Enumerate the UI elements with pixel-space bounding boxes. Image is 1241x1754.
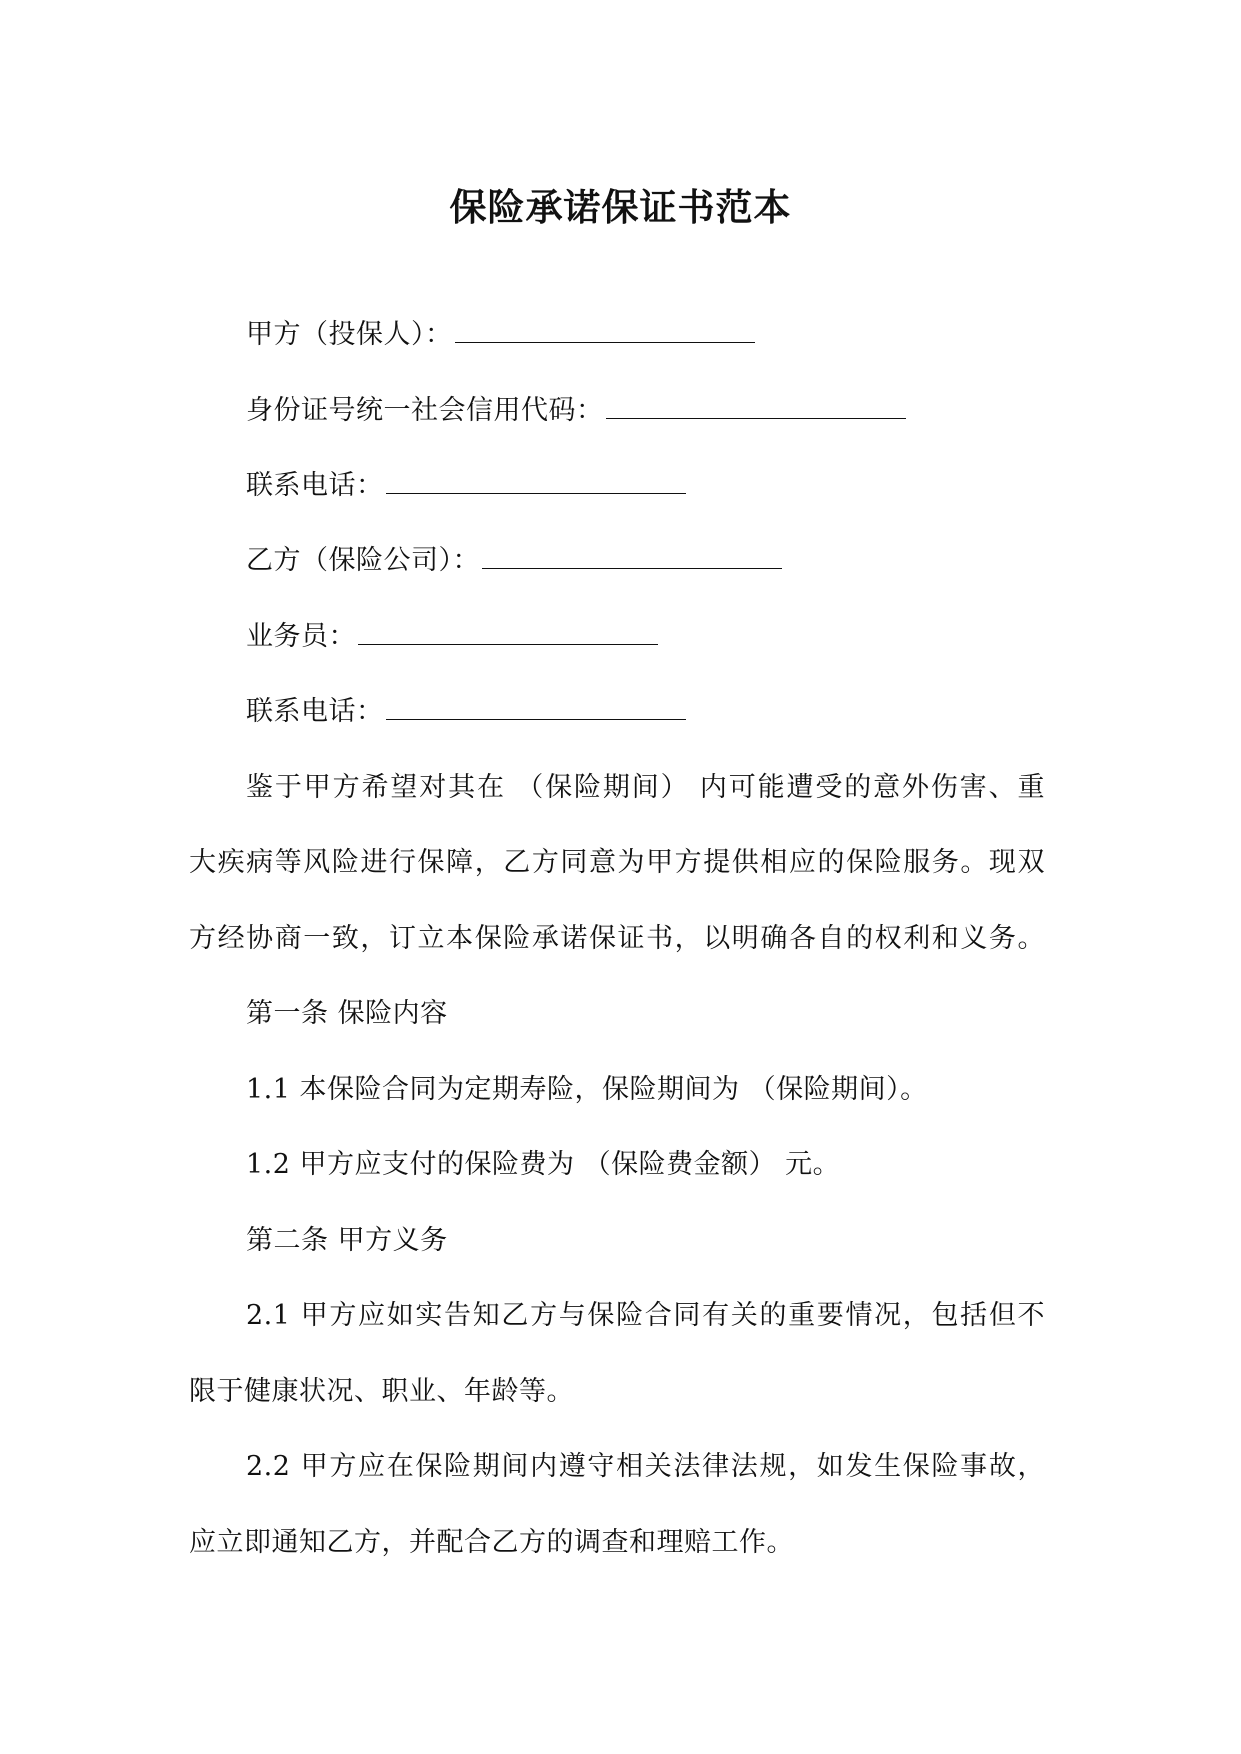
field-label: 业务员： (246, 621, 356, 652)
field-label: 身份证号统一社会信用代码： (246, 395, 604, 426)
field-phone-a (246, 466, 686, 506)
preamble-line-2: 大疾病等风险进行保障，乙方同意为甲方提供相应的保险服务。现双 (189, 847, 1045, 878)
preamble-line-1: 鉴于甲方希望对其在 （保险期间） 内可能遭受的意外伤害、重 (246, 772, 1045, 803)
blank-line (482, 544, 782, 569)
article-2-item-1-line-1: 2.1 甲方应如实告知乙方与保险合同有关的重要情况，包括但不 (246, 1300, 1045, 1331)
field-agent (246, 617, 658, 657)
article-1-item-2: 1.2 甲方应支付的保险费为 （保险费金额） 元。 (246, 1149, 841, 1180)
field-label: 乙方（保险公司）： (246, 545, 480, 576)
blank-line (358, 620, 658, 645)
document-title: 保险承诺保证书范本 (449, 185, 792, 229)
article-2-item-1-line-2: 限于健康状况、职业、年龄等。 (189, 1376, 574, 1407)
field-phone-b (246, 692, 686, 732)
field-party-a (246, 315, 755, 355)
blank-line (386, 469, 686, 494)
blank-line (606, 394, 906, 419)
field-label: 甲方（投保人）： (246, 319, 453, 350)
field-party-b (246, 541, 782, 581)
blank-line (386, 695, 686, 720)
article-1-item-1: 1.1 本保险合同为定期寿险，保险期间为 （保险期间）。 (246, 1074, 928, 1105)
article-2-item-2-line-1: 2.2 甲方应在保险期间内遵守相关法律法规，如发生保险事故， (246, 1451, 1045, 1482)
field-label: 联系电话： (246, 470, 384, 501)
field-id-number (246, 391, 906, 431)
article-2-item-2-line-2: 应立即通知乙方，并配合乙方的调查和理赔工作。 (189, 1527, 794, 1558)
article-2-heading: 第二条 甲方义务 (246, 1225, 448, 1256)
preamble-line-3: 方经协商一致，订立本保险承诺保证书，以明确各自的权利和义务。 (189, 923, 1045, 954)
blank-line (455, 318, 755, 343)
article-1-heading: 第一条 保险内容 (246, 998, 448, 1029)
field-label: 联系电话： (246, 696, 384, 727)
